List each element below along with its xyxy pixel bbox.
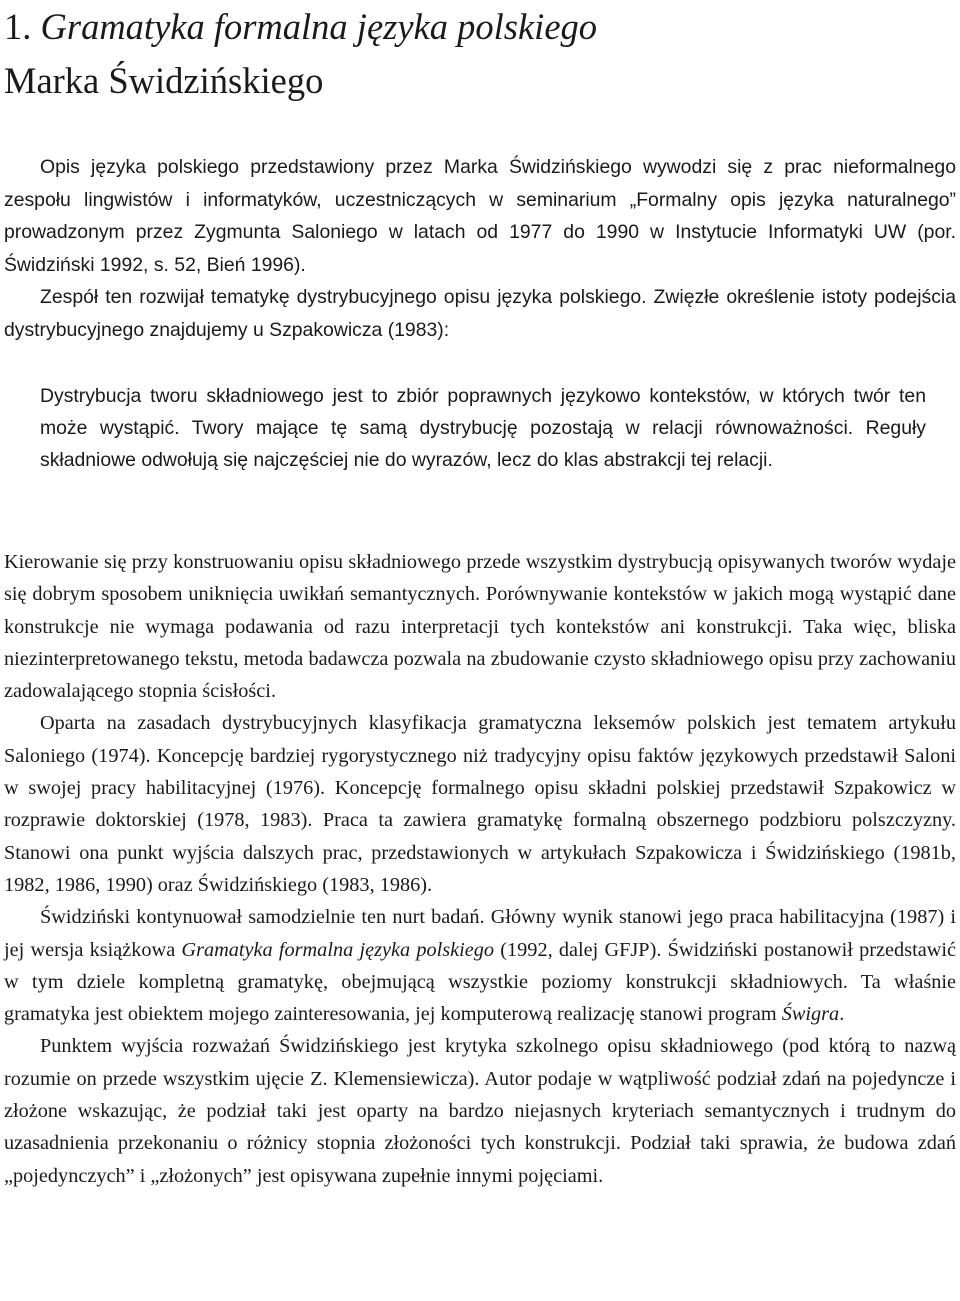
book-title: Gramatyka formalna języka polskiego xyxy=(181,938,495,961)
intro-paragraph-2: Zespół ten rozwijał tematykę dystrybucyjnego opisu języka polskiego. Zwięzłe określenie istoty podejścia dystrybucyjnego znajdujemy u Szpakowicza (1983): xyxy=(4,286,956,341)
main-text xyxy=(4,546,956,1192)
body-paragraph-3-text-c: . xyxy=(839,1003,845,1026)
body-paragraph-4: Punktem wyjścia rozważań Świdzińskiego jest krytyka szkolnego opisu składniowego (pod którą to nazwą rozumie on przede wszystkim ujęcie Z. Klemensiewicza). Autor podaje w wątpliwość podział zdań na pojedyncze i złożone wskazując, że podział taki jest oparty na bardzo niejasnych kryteriach semantycznych i trudnym do uzasadnienia przekonaniu o różnicy stopnia złożoności tych konstrukcji. Podział taki sprawia, że budowa zdań „pojedynczych” i „złożonych” jest opisywana zupełnie innymi pojęciami. xyxy=(4,1035,956,1187)
body-paragraph-3-text-a: Świdziński kontynuował samodzielnie ten nurt badań. Główny wynik stanowi jego praca habilitacyjna (1987) i jej wersja książkowa xyxy=(4,906,956,961)
chapter-title-line1: Gramatyka formalna języka polskiego xyxy=(40,6,598,47)
intro-section xyxy=(4,151,956,346)
definition-quote: Dystrybucja tworu składniowego jest to zbiór poprawnych językowo kontekstów, w których twór ten może wystąpić. Twory mające tę samą dystrybucję pozostają w relacji równoważności. Reguły składniowe odwołują się najczęściej nie do wyrazów, lecz do klas abstrakcji tej relacji. xyxy=(40,385,926,472)
body-paragraph-3 xyxy=(4,901,956,1030)
chapter-number: 1. xyxy=(4,6,32,47)
chapter-title xyxy=(4,0,956,106)
chapter-title-line2: Marka Świdzińskiego xyxy=(4,60,324,101)
program-name: Świgra xyxy=(781,1003,840,1026)
body-paragraph-2: Oparta na zasadach dystrybucyjnych klasyfikacja gramatyczna leksemów polskich jest tematem artykułu Saloniego (1974). Koncepcję bardziej rygorystycznego niż tradycyjny opisu faktów językowych przedstawił Saloni w swojej pracy habilitacyjnej (1976). Koncepcję formalnego opisu składni polskiej przedstawił Szpakowicz w rozprawie doktorskiej (1978, 1983). Praca ta zawiera gramatykę formalną obszernego podzbioru polszczyzny. Stanowi ona punkt wyjścia dalszych prac, przedstawionych w artykułach Szpakowicza i Świdzińskiego (1981b, 1982, 1986, 1990) oraz Świdzińskiego (1983, 1986). xyxy=(4,712,956,896)
body-paragraph-1: Kierowanie się przy konstruowaniu opisu składniowego przede wszystkim dystrybucją opisywanych tworów wydaje się dobrym sposobem uniknięcia uwikłań semantycznych. Porównywanie kontekstów w jakich mogą wystąpić dane konstrukcje nie wymaga podawania od razu interpretacji tych kontekstów ani konstrukcji. Taka więc, bliska niezinterpretowanego tekstu, metoda badawcza pozwala na zbudowanie czysto składniowego opisu przy zachowaniu zadowalającego stopnia ścisłości. xyxy=(4,551,956,703)
body-paragraph-3-text-b: (1992, dalej GFJP). Świdziński postanowił przedstawić w tym dziele kompletną gramatykę, obejmującą wszystkie poziomy konstrukcji składniowych. Ta właśnie gramatyka jest obiektem mojego zainteresowania, jej komputerową realizację stanowi program xyxy=(4,938,957,1026)
document-page xyxy=(4,0,957,1187)
intro-paragraph-1: Opis języka polskiego przedstawiony przez Marka Świdzińskiego wywodzi się z prac nieformalnego zespołu lingwistów i informatyków, uczestniczących w seminarium „Formalny opis języka naturalnego” prowadzonym przez Zygmunta Saloniego w latach od 1977 do 1990 w Instytucie Informatyki UW (por. Świdziński 1992, s. 52, Bień 1996). xyxy=(4,156,956,276)
